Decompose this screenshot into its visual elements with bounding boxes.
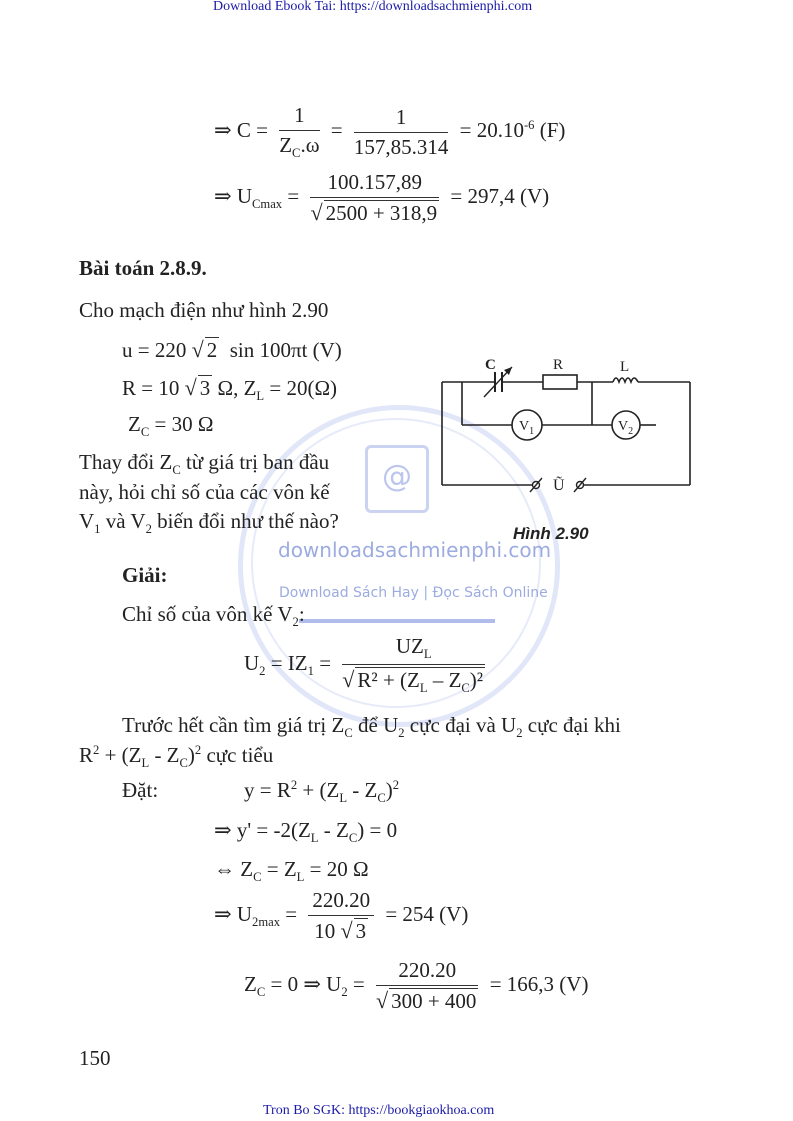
equation-ucmax: ⇒ $U_{Cmax}$ = $\frac{100.157,89}{√ 2500 + 318,9}$ = 297,4 (V) (214, 170, 550, 225)
page-number: 150 (79, 1046, 111, 1070)
equation-c: ⇒ C = $\frac{1}{Z_C.\omega}$ = $\frac{1}{157,85.314}$ = $20.10^{-6}$ (F) (214, 103, 566, 161)
equation-u2max: ⇒ $U_{2max}$ = $\frac{220.20}{10 √ 3}$ = 254 (V) (214, 888, 469, 943)
problem-title: Bài toán 2.8.9. (79, 256, 207, 280)
circuit-diagram (440, 355, 700, 505)
question-line-1: Thay đổi $Z_C$ từ giá trị ban đầu (79, 450, 330, 478)
given-zc: $Z_C = 30$ Ω (128, 412, 214, 440)
solution-line-1: Chỉ số của vôn kế $V_2$: (122, 602, 305, 630)
dat-label: Đặt: (122, 778, 159, 802)
resistor (543, 375, 577, 389)
derivative-equation: ⇒ $y' = -2(Z_L - Z_C) = 0$ (214, 818, 398, 846)
paragraph-line-1: Trước hết cần tìm giá trị $Z_C$ để $U_2$ cực đại và $U_2$ cực đại khi (122, 713, 621, 741)
dat-equation: $y = R^2 + (Z_L - Z_C)^2$ (244, 778, 400, 806)
label-r: R (553, 357, 564, 373)
equivalence-equation: ⇔ $Z_C = Z_L = 20$ Ω (214, 857, 369, 885)
label-v1: $V_1$ (519, 419, 535, 437)
problem-intro: Cho mạch điện như hình 2.90 (79, 298, 329, 322)
watermark-rule (299, 619, 495, 623)
solution-title: Giải: (122, 563, 168, 587)
equation-u2: $U_2 = IZ_1$ = $\frac{UZ_L}{√ R^2 + (Z_L - Z_C)^2}$ (244, 634, 484, 696)
footer-link[interactable]: Tron Bo SGK: https://bookgiaokhoa.com (263, 1103, 495, 1118)
given-u: u = 220 √ 2 sin 100πt (V) (122, 337, 342, 362)
header-link[interactable]: Download Ebook Tai: https://downloadsachmienphi.com (213, 0, 533, 14)
label-source: Ũ (553, 477, 565, 494)
given-r-zl: R = 10 √ 3 Ω, $Z_L = 20(\Omega)$ (122, 375, 338, 404)
question-line-3: $V_1$ và $V_2$ biến đổi như thế nào? (79, 509, 339, 537)
inductor (613, 378, 638, 382)
equation-zc0: $Z_C = 0$ ⇒ $U_2$ = $\frac{220.20}{√ 300 + 400}$ = 166,3 (V) (244, 958, 589, 1013)
label-c: C (485, 357, 496, 373)
label-v2: $V_2$ (618, 419, 634, 437)
question-line-2: này, hỏi chỉ số của các vôn kế (79, 480, 330, 504)
figure-caption: Hình 2.90 (513, 524, 589, 543)
watermark-site: downloadsachmienphi.com (278, 538, 552, 562)
paragraph-line-2: $R^2 + (Z_L - Z_C)^2$ cực tiểu (79, 743, 274, 771)
watermark-book-icon: @ (365, 445, 429, 513)
label-l: L (620, 359, 630, 375)
watermark-tagline: Download Sách Hay | Đọc Sách Online (279, 585, 548, 601)
